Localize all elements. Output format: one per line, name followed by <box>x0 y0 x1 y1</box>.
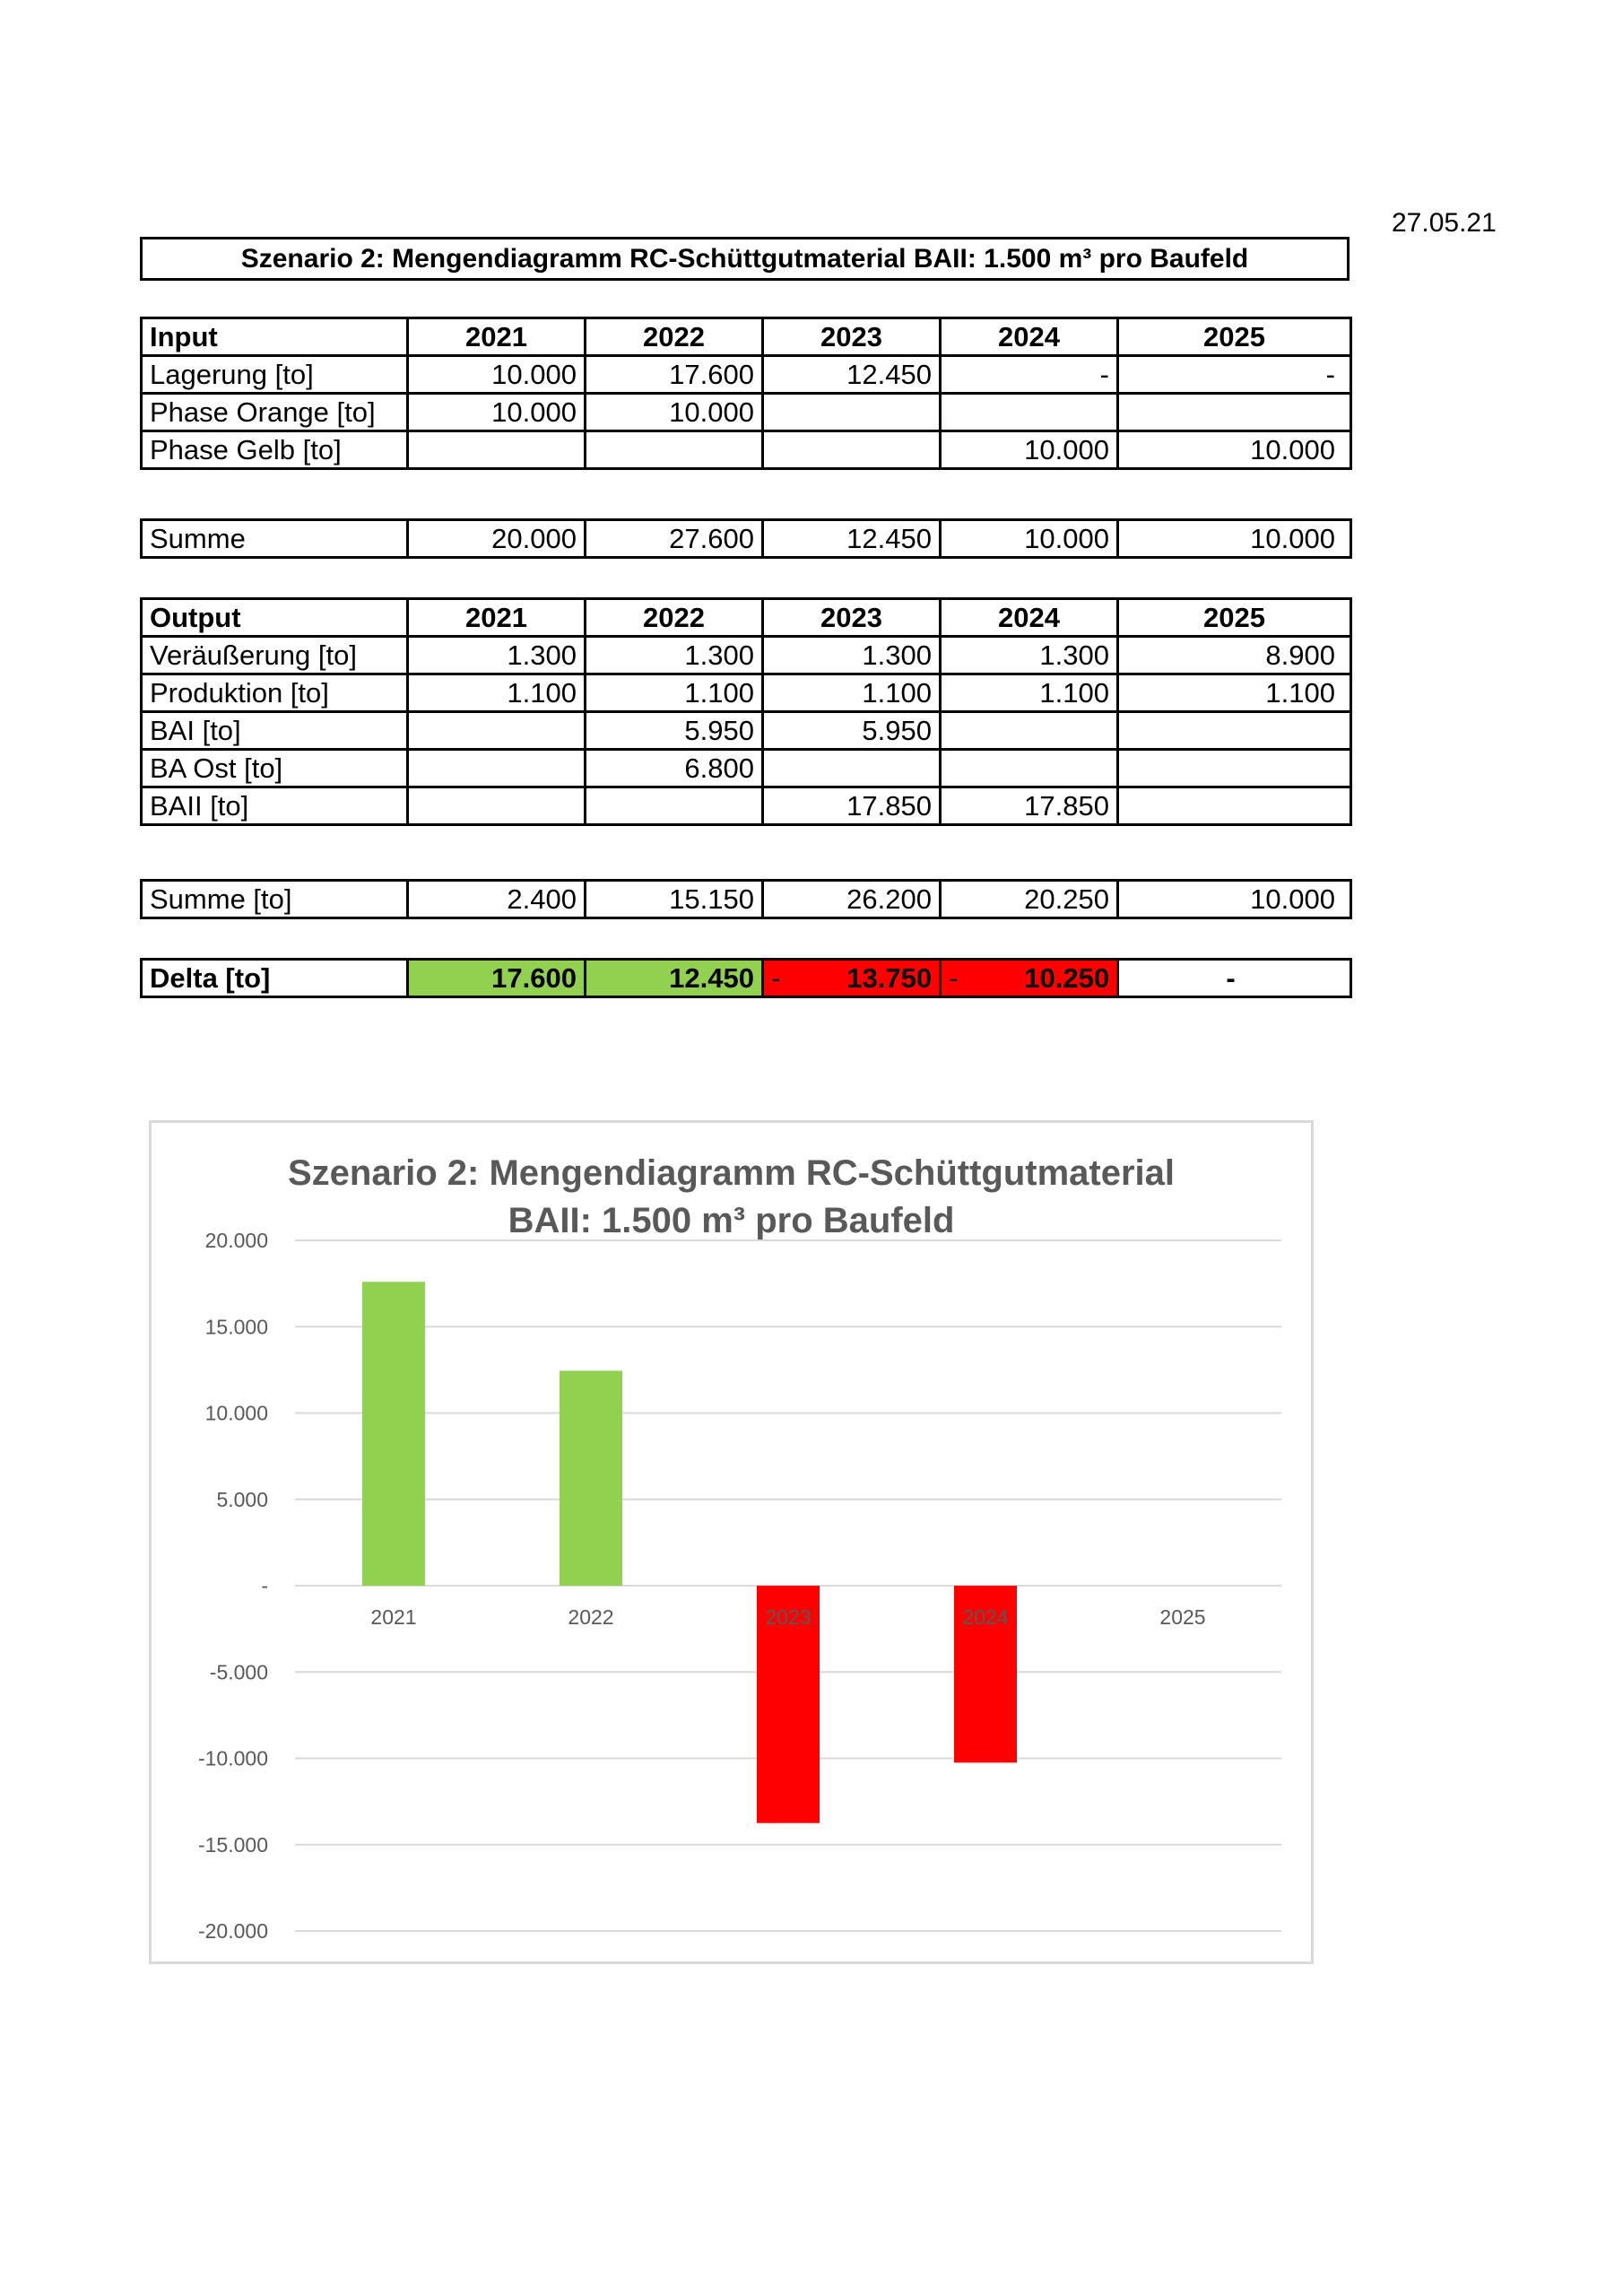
year-header: 2023 <box>763 599 941 637</box>
table-cell: 17.850 <box>941 787 1118 825</box>
date-label: 27.05.21 <box>1392 208 1497 238</box>
table-row <box>142 394 1351 431</box>
output-header-row <box>142 599 1351 637</box>
table-cell: 1.300 <box>408 637 586 674</box>
table-cell <box>763 750 941 787</box>
table-cell <box>1118 750 1351 787</box>
table-cell: 15.150 <box>586 881 763 918</box>
table-cell: 1.300 <box>941 637 1118 674</box>
table-cell <box>1118 712 1351 750</box>
year-header: 2021 <box>408 318 586 356</box>
y-tick-label: 20.000 <box>204 1229 268 1252</box>
table-cell: 6.800 <box>586 750 763 787</box>
y-tick-label: 5.000 <box>216 1487 268 1511</box>
x-tick-label: 2021 <box>370 1605 417 1629</box>
y-tick-label: -10.000 <box>197 1746 268 1770</box>
row-label: BAI [to] <box>142 712 408 750</box>
y-tick-label: - <box>261 1574 268 1597</box>
table-cell <box>1118 394 1351 431</box>
table-cell: 10.000 <box>1118 431 1351 469</box>
table-cell: 10.000 <box>1118 881 1351 918</box>
table-cell: 1.300 <box>763 637 941 674</box>
input-sum-table <box>140 518 1352 559</box>
table-cell: 1.100 <box>941 674 1118 712</box>
year-header: 2022 <box>586 318 763 356</box>
table-cell <box>586 787 763 825</box>
table-row <box>142 787 1351 825</box>
year-header: 2021 <box>408 599 586 637</box>
table-cell: 17.600 <box>586 356 763 394</box>
table-cell: 10.000 <box>941 520 1118 558</box>
chart-plot <box>152 1123 1311 1961</box>
table-cell: 10.000 <box>1118 520 1351 558</box>
chart-title-line: Szenario 2: Mengendiagramm RC-Schüttgutmaterial <box>287 1153 1176 1193</box>
row-label: Delta [to] <box>142 960 408 997</box>
year-header: 2025 <box>1118 599 1351 637</box>
delta-value: 17.600 <box>491 962 577 994</box>
table-cell: - <box>941 356 1118 394</box>
table-cell: 1.100 <box>586 674 763 712</box>
chart-bar <box>560 1370 622 1586</box>
table-cell: 2.400 <box>408 881 586 918</box>
table-row <box>142 674 1351 712</box>
delta-table <box>140 958 1352 998</box>
row-label: Summe [to] <box>142 881 408 918</box>
table-row <box>142 520 1351 558</box>
table-cell: 10.000 <box>408 356 586 394</box>
row-label: Summe <box>142 520 408 558</box>
table-cell: 12.450 <box>763 520 941 558</box>
row-label: Veräußerung [to] <box>142 637 408 674</box>
delta-value: 10.250 <box>1024 962 1109 994</box>
table-cell: 10.000 <box>941 431 1118 469</box>
year-header: 2022 <box>586 599 763 637</box>
y-tick-label: 15.000 <box>204 1315 268 1339</box>
table-row <box>142 750 1351 787</box>
table-cell <box>941 712 1118 750</box>
table-cell <box>408 787 586 825</box>
table-cell <box>1118 787 1351 825</box>
table-cell: 8.900 <box>1118 637 1351 674</box>
chart-bar <box>362 1282 425 1586</box>
row-label: BA Ost [to] <box>142 750 408 787</box>
table-cell <box>763 431 941 469</box>
table-cell: 17.850 <box>763 787 941 825</box>
delta-value: 13.750 <box>846 962 932 994</box>
table-cell: 1.300 <box>586 637 763 674</box>
input-header-label: Input <box>142 318 408 356</box>
output-header-label: Output <box>142 599 408 637</box>
table-cell <box>408 712 586 750</box>
table-cell: 1.100 <box>408 674 586 712</box>
row-label: Lagerung [to] <box>142 356 408 394</box>
delta-cell <box>408 960 586 997</box>
table-cell: 12.450 <box>763 356 941 394</box>
delta-cell <box>586 960 763 997</box>
row-label: Produktion [to] <box>142 674 408 712</box>
year-header: 2024 <box>941 599 1118 637</box>
table-cell: 1.100 <box>1118 674 1351 712</box>
chart-title-line: BAII: 1.500 m³ pro Baufeld <box>508 1201 955 1240</box>
table-title: Szenario 2: Mengendiagramm RC-Schüttgutmaterial BAII: 1.500 m³ pro Baufeld <box>140 237 1350 281</box>
year-header: 2024 <box>941 318 1118 356</box>
table-row <box>142 637 1351 674</box>
x-tick-label: 2022 <box>568 1605 614 1629</box>
table-cell: 26.200 <box>763 881 941 918</box>
delta-row <box>142 960 1351 997</box>
input-table <box>140 317 1352 470</box>
output-table <box>140 597 1352 826</box>
delta-cell <box>1118 960 1351 997</box>
chart-container <box>149 1120 1314 1964</box>
y-tick-label: 10.000 <box>204 1401 268 1425</box>
table-cell: 27.600 <box>586 520 763 558</box>
row-label: Phase Gelb [to] <box>142 431 408 469</box>
table-cell: 10.000 <box>408 394 586 431</box>
table-cell: 20.250 <box>941 881 1118 918</box>
x-tick-label: 2024 <box>962 1605 1009 1629</box>
y-tick-label: -15.000 <box>197 1832 268 1857</box>
table-cell <box>408 750 586 787</box>
table-row <box>142 356 1351 394</box>
table-cell: - <box>1118 356 1351 394</box>
table-cell <box>941 394 1118 431</box>
table-row <box>142 881 1351 918</box>
row-label: Phase Orange [to] <box>142 394 408 431</box>
output-sum-table <box>140 879 1352 919</box>
delta-value: 12.450 <box>669 962 754 994</box>
table-cell: 1.100 <box>763 674 941 712</box>
delta-value: - <box>1226 962 1236 994</box>
row-label: BAII [to] <box>142 787 408 825</box>
table-cell: 20.000 <box>408 520 586 558</box>
table-row <box>142 431 1351 469</box>
table-cell <box>763 394 941 431</box>
x-tick-label: 2023 <box>765 1605 812 1629</box>
table-cell <box>941 750 1118 787</box>
delta-sign: - <box>771 962 781 994</box>
delta-sign: - <box>949 962 959 994</box>
delta-cell <box>941 960 1118 997</box>
delta-cell <box>763 960 941 997</box>
table-cell <box>586 431 763 469</box>
year-header: 2023 <box>763 318 941 356</box>
table-cell: 5.950 <box>586 712 763 750</box>
x-tick-label: 2025 <box>1159 1605 1206 1629</box>
input-header-row <box>142 318 1351 356</box>
table-row <box>142 712 1351 750</box>
y-tick-label: -20.000 <box>197 1919 268 1943</box>
table-cell <box>408 431 586 469</box>
y-tick-label: -5.000 <box>209 1660 268 1684</box>
table-cell: 10.000 <box>586 394 763 431</box>
year-header: 2025 <box>1118 318 1351 356</box>
table-cell: 5.950 <box>763 712 941 750</box>
